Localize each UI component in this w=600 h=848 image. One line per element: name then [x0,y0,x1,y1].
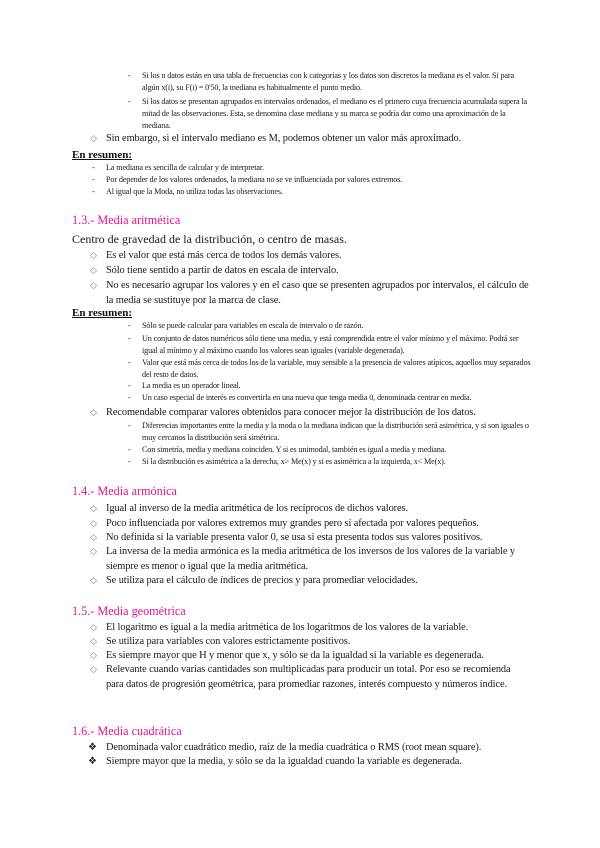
list-item-text: El logaritmo es igual a la media aritmética de los logaritmos de los valores de la variable. [106,622,469,633]
list-item-text: Siempre mayor que la media, y sólo se da la igualdad cuando la variable es degenerada. [106,756,462,767]
list-item-text: Si la distribución es asimétrica a la derecha, x> Me(x) y si es asimétrica a la izquierda, x< Me(x). [142,457,446,466]
list-item [90,278,530,308]
list-item-text: Al igual que la Moda, no utiliza todas las observaciones. [106,187,283,196]
list-item-text: No es necesario agrupar los valores y en el caso que se presenten agrupados por intervalos, el cálculo de la media se sustituye por la marca de clase. [106,280,529,306]
list-item-text: Con simetría, media y mediana coinciden. Y si es unimodal, también es igual a media y mediana. [142,445,447,454]
list-item [92,186,532,198]
list-item [90,620,530,635]
diamond-bullet-icon: ◇ [90,503,97,513]
list-item [90,544,530,574]
list-item-text: La media es un operador lineal. [142,381,241,390]
dash-bullet: - [92,163,95,172]
list-item-text: Si los n datos están en una tabla de frecuencias con k categorías y los datos son discretos la mediana es el valor. Si para algún x(i), su F(i) = 0'50, la mediana es habitualmente el punto medio. [142,71,514,92]
list-item [128,420,533,444]
diamond-bullet-icon: ◇ [90,250,97,260]
list-item [90,634,530,649]
diamond-bullet-icon: ◇ [90,650,97,660]
list-item [128,380,533,392]
list-item [128,357,533,381]
dash-bullet: - [128,445,131,454]
list-item [90,131,530,146]
section-subtitle: En resumen: [72,307,132,319]
dash-bullet: - [128,334,131,343]
list-item [90,573,530,588]
list-item-text: Se utiliza para el cálculo de índices de precios y para promediar velocidades. [106,575,418,586]
list-item-text: Por depender de los valores ordenados, la mediana no se ve influenciada por valores extremos. [106,175,403,184]
list-item [92,174,532,186]
diamond-bullet-icon: ◇ [90,265,97,275]
list-item [90,248,530,263]
list-item [90,516,530,531]
list-item-text: Es el valor que está más cerca de todos los demás valores. [106,250,342,261]
list-item-text: Sólo se puede calcular para variables en escala de intervalo o de razón. [142,321,364,330]
diamond-bullet-icon: ◇ [90,664,97,674]
list-item [128,333,533,357]
list-item [90,405,530,420]
section-heading: 1.4.- Media armónica [72,484,177,498]
list-item-text: Sin embargo, si el intervalo mediano es M, podemos obtener un valor más aproximado. [106,133,462,144]
dash-bullet: - [128,97,131,106]
list-item [128,444,533,456]
list-item-text: Igual al inverso de la media aritmética de los recíprocos de dichos valores. [106,503,408,514]
diamond-bullet-icon: ◇ [90,532,97,542]
list-item-text: La inversa de la media armónica es la media aritmética de los inversos de los valores de la variable y siempre es menor o igual que la media aritmética. [106,546,516,572]
list-item-text: Recomendable comparar valores obtenidos para conocer mejor la distribución de los datos. [106,407,476,418]
section-heading: 1.6.- Media cuadrática [72,724,182,738]
list-item [88,740,533,755]
dash-bullet: - [128,393,131,402]
list-item-text: Un caso especial de interés es convertirla en una nueva que tenga media 0, denominada centrar en media. [142,393,472,402]
dash-bullet: - [128,358,131,367]
section-description: Centro de gravedad de la distribución, o centro de masas. [72,232,347,246]
diamond-bullet-icon: ◇ [90,575,97,585]
list-item [128,392,533,404]
list-item-text: No definida si la variable presenta valor 0, se usa si esta presenta todos sus valores positivos. [106,532,483,543]
diamond-bullet-icon: ❖ [88,742,97,753]
dash-bullet: - [128,457,131,466]
list-item [90,501,530,516]
list-item [90,648,530,663]
list-item-text: Es siempre mayor que H y menor que x, y sólo se da la igualdad si la variable es degenerada. [106,650,484,661]
list-item-text: Un conjunto de datos numéricos sólo tiene una media, y está comprendida entre el valor mínimo y el máximo. Podrá ser igual al mínimo y al máximo cuando los valores sean iguales (variable degenerada). [142,334,519,355]
diamond-bullet-icon: ◇ [90,636,97,646]
section-heading: 1.5.- Media geométrica [72,604,186,618]
diamond-bullet-icon: ◇ [90,280,97,290]
dash-bullet: - [92,175,95,184]
list-item [128,320,533,332]
dash-bullet: - [128,71,131,80]
dash-bullet: - [128,321,131,330]
list-item-text: Poco influenciada por valores extremos muy grandes pero sí afectada por valores pequeños. [106,518,479,529]
dash-bullet: - [128,421,131,430]
section-heading: 1.3.- Media aritmética [72,213,181,227]
list-item [128,96,533,131]
diamond-bullet-icon: ❖ [88,756,97,767]
diamond-bullet-icon: ◇ [90,407,97,417]
dash-bullet: - [128,381,131,390]
list-item [90,263,530,278]
list-item-text: Diferencias importantes entre la media y la moda o la mediana indican que la distribución será asimétrica, y si son iguales o muy cercanos la distribución será simétrica. [142,421,529,442]
list-item-text: Sólo tiene sentido a partir de datos en escala de intervalo. [106,265,339,276]
list-item [90,530,530,545]
list-item-text: La mediana es sencilla de calcular y de interpretar. [106,163,264,172]
list-item-text: Se utiliza para variables con valores estrictamente positivos. [106,636,351,647]
list-item-text: Denominada valor cuadrático medio, raíz de la media cuadrática o RMS (root mean square). [106,742,482,753]
dash-bullet: - [92,187,95,196]
diamond-bullet-icon: ◇ [90,133,97,143]
diamond-bullet-icon: ◇ [90,622,97,632]
list-item [90,662,530,692]
diamond-bullet-icon: ◇ [90,518,97,528]
diamond-bullet-icon: ◇ [90,546,97,556]
list-item [88,754,533,769]
list-item-text: Valor que está más cerca de todos los de la variable, muy sensible a la presencia de valores atípicos, aquellos muy separados del resto de datos. [142,358,531,379]
list-item-text: Relevante cuando varias cantidades son multiplicadas para producir un total. Por eso se recomienda para datos de progresión geométrica, para promediar razones, interés compuesto y números índice. [106,664,511,690]
section-subtitle: En resumen: [72,149,132,161]
list-item [128,456,533,468]
list-item [92,162,532,174]
list-item-text: Si los datos se presentan agrupados en intervalos ordenados, el mediano es el primero cuya frecuencia acumulada supera la mitad de las observaciones. Esta, se denomina clase mediana y su marca se podría dar como una aproximación de la mediana. [142,97,527,130]
list-item [128,70,533,94]
